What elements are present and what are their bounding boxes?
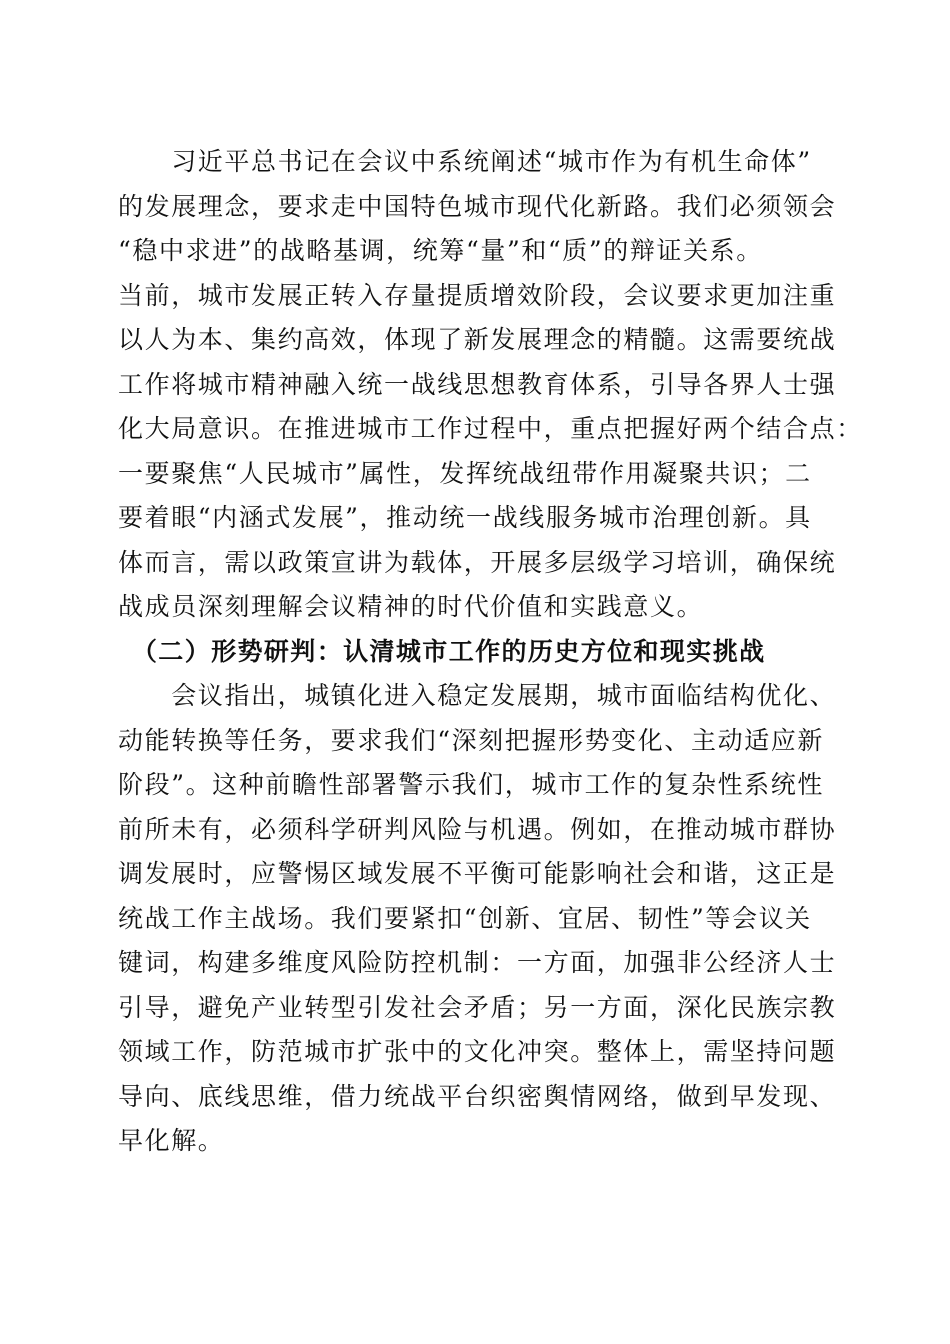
text-line: 会议指出，城镇化进入稳定发展期，城市面临结构优化、 xyxy=(118,681,837,710)
text-line: 前所未有，必须科学研判风险与机遇。例如，在推动城市群协 xyxy=(118,814,837,844)
text-line: 化大局意识。在推进城市工作过程中，重点把握好两个结合点： xyxy=(118,414,863,443)
text-line: “稳中求进”的战略基调，统筹“量”和“质”的辩证关系。 xyxy=(118,236,763,265)
text-line: 键词，构建多维度风险防控机制：一方面，加强非公经济人士 xyxy=(118,948,837,977)
paragraph-2 xyxy=(118,674,837,1164)
text-line: 工作将城市精神融入统一战线思想教育体系，引导各界人士强 xyxy=(118,369,837,399)
text-line: 早化解。 xyxy=(118,1126,225,1155)
text-line: 以人为本、集约高效，体现了新发展理念的精髓。这需要统战 xyxy=(118,325,837,354)
section-heading xyxy=(118,630,826,675)
text-line: 的发展理念，要求走中国特色城市现代化新路。我们必须领会 xyxy=(118,191,837,221)
text-line: 统战工作主战场。我们要紧扣“创新、宜居、韧性”等会议关 xyxy=(118,903,812,933)
text-line: 要着眼“内涵式发展”，推动统一战线服务城市治理创新。具 xyxy=(118,503,812,532)
text-line: 一要聚焦“人民城市”属性，发挥统战纽带作用凝聚共识；二 xyxy=(118,458,812,488)
section-heading-text: （二）形势研判：认清城市工作的历史方位和现实挑战 xyxy=(118,636,766,666)
paragraph-1 xyxy=(118,140,863,630)
text-line: 动能转换等任务，要求我们“深刻把握形势变化、主动适应新 xyxy=(118,725,824,755)
text-line: 习近平总书记在会议中系统阐述“城市作为有机生命体” xyxy=(118,147,812,176)
text-line: 引导，避免产业转型引发社会矛盾；另一方面，深化民族宗教 xyxy=(118,992,837,1022)
document-body xyxy=(118,140,863,1164)
text-line: 领域工作，防范城市扩张中的文化冲突。整体上，需坚持问题 xyxy=(118,1037,837,1066)
text-line: 战成员深刻理解会议精神的时代价值和实践意义。 xyxy=(118,592,704,621)
text-line: 体而言，需以政策宣讲为载体，开展多层级学习培训，确保统 xyxy=(118,547,837,577)
text-line: 阶段”。这种前瞻性部署警示我们，城市工作的复杂性系统性 xyxy=(118,770,824,799)
text-line: 当前，城市发展正转入存量提质增效阶段，会议要求更加注重 xyxy=(118,280,837,310)
text-line: 导向、底线思维，借力统战平台织密舆情网络，做到早发现、 xyxy=(118,1081,837,1111)
text-line: 调发展时，应警惕区域发展不平衡可能影响社会和谐，这正是 xyxy=(118,859,837,888)
